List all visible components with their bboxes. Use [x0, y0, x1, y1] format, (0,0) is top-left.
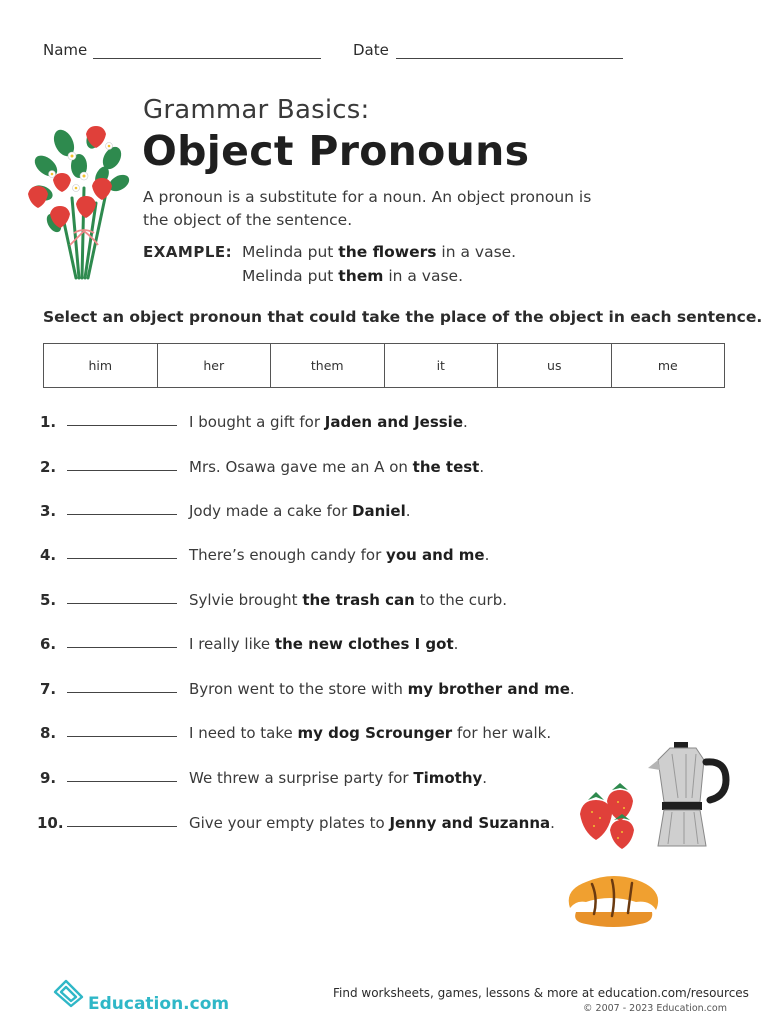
question-number: 1. [40, 413, 57, 431]
question-sentence [189, 680, 575, 698]
answer-line[interactable] [67, 514, 177, 515]
question-number: 3. [40, 502, 57, 520]
name-line[interactable] [93, 58, 321, 59]
question-row [40, 674, 740, 698]
word-bank-cell: us [498, 344, 612, 387]
sentence-object: you and me [386, 546, 485, 564]
sentence-object: Daniel [352, 502, 406, 520]
sentence-before: I need to take [189, 724, 298, 742]
sentence-before: There’s enough candy for [189, 546, 387, 564]
date-line[interactable] [396, 58, 623, 59]
question-sentence [189, 814, 555, 832]
answer-line[interactable] [67, 558, 177, 559]
question-number: 2. [40, 458, 57, 476]
word-bank-cell: them [271, 344, 385, 387]
example-line-1 [242, 243, 516, 261]
footer-tagline[interactable]: Find worksheets, games, lessons & more at education.com/resources [333, 986, 749, 1000]
sentence-after: for her walk. [452, 724, 552, 742]
sentence-before: Mrs. Osawa gave me an A on [189, 458, 413, 476]
answer-line[interactable] [67, 647, 177, 648]
answer-line[interactable] [67, 781, 177, 782]
question-sentence [189, 591, 507, 609]
sentence-object: the trash can [302, 591, 415, 609]
sentence-after: . [479, 458, 485, 476]
sentence-after: . [453, 635, 459, 653]
answer-line[interactable] [67, 826, 177, 827]
sentence-after: . [482, 769, 488, 787]
title-kicker: Grammar Basics: [143, 95, 370, 125]
question-row [40, 407, 740, 431]
example-line-2-after: in a vase. [383, 267, 464, 285]
name-label: Name [43, 41, 88, 59]
question-sentence [189, 546, 489, 564]
footer-copyright: © 2007 - 2023 Education.com [583, 1003, 727, 1014]
question-number: 9. [40, 769, 57, 787]
sentence-object: Jaden and Jessie [324, 413, 463, 431]
sentence-before: Byron went to the store with [189, 680, 408, 698]
word-bank [43, 343, 725, 388]
sentence-object: Timothy [413, 769, 483, 787]
croissant-icon [562, 868, 664, 928]
sentence-after: . [484, 546, 490, 564]
question-row [40, 585, 740, 609]
strawberry-bouquet-icon [24, 118, 134, 283]
question-number: 10. [37, 814, 64, 832]
question-sentence [189, 769, 487, 787]
sentence-object: the test [412, 458, 480, 476]
page-title: Object Pronouns [142, 127, 530, 175]
example-line-2 [242, 267, 463, 285]
sentence-object: my brother and me [407, 680, 570, 698]
sentence-before: Jody made a cake for [189, 502, 353, 520]
sentence-after: to the curb. [414, 591, 507, 609]
education-logo-icon [52, 978, 86, 1008]
sentence-before: I bought a gift for [189, 413, 325, 431]
question-sentence [189, 724, 551, 742]
answer-line[interactable] [67, 736, 177, 737]
question-row [40, 496, 740, 520]
sentence-before: I really like [189, 635, 275, 653]
sentence-after: . [463, 413, 468, 431]
question-number: 7. [40, 680, 57, 698]
sentence-before: We threw a surprise party for [189, 769, 414, 787]
sentence-after: . [569, 680, 575, 698]
question-number: 6. [40, 635, 57, 653]
sentence-object: Jenny and Suzanna [389, 814, 551, 832]
answer-line[interactable] [67, 603, 177, 604]
sentence-after: . [405, 502, 411, 520]
question-number: 4. [40, 546, 57, 564]
question-row [40, 718, 740, 742]
question-row [40, 629, 740, 653]
example-line-2-bold: them [338, 267, 384, 285]
intro-text: A pronoun is a substitute for a noun. An object pronoun is the object of the sentence. [143, 188, 592, 229]
question-sentence [189, 502, 411, 520]
word-bank-cell: it [385, 344, 499, 387]
example-label: EXAMPLE: [143, 243, 233, 261]
strawberries-icon [578, 782, 640, 852]
date-label: Date [353, 41, 389, 59]
footer-logo-text[interactable]: Education.com [88, 994, 230, 1014]
answer-line[interactable] [67, 425, 177, 426]
sentence-object: my dog Scrounger [297, 724, 453, 742]
question-sentence [189, 635, 458, 653]
question-sentence [189, 413, 468, 431]
sentence-after: . [550, 814, 555, 832]
question-row [40, 540, 740, 564]
question-number: 8. [40, 724, 57, 742]
question-row [40, 452, 740, 476]
sentence-before: Give your empty plates to [189, 814, 390, 832]
word-bank-cell: her [158, 344, 272, 387]
coffee-pot-icon [644, 740, 732, 850]
example-line-1-bold: the flowers [338, 243, 437, 261]
question-number: 5. [40, 591, 57, 609]
example-line-1-before: Melinda put [242, 243, 339, 261]
answer-line[interactable] [67, 470, 177, 471]
word-bank-cell: me [657, 358, 678, 373]
sentence-object: the new clothes I got [274, 635, 454, 653]
instructions: Select an object pronoun that could take the place of the object in each sentence. [43, 308, 763, 326]
answer-line[interactable] [67, 692, 177, 693]
word-bank-cell: him [44, 344, 158, 387]
sentence-before: Sylvie brought [189, 591, 303, 609]
example-line-2-before: Melinda put [242, 267, 339, 285]
question-sentence [189, 458, 484, 476]
example-line-1-after: in a vase. [436, 243, 517, 261]
